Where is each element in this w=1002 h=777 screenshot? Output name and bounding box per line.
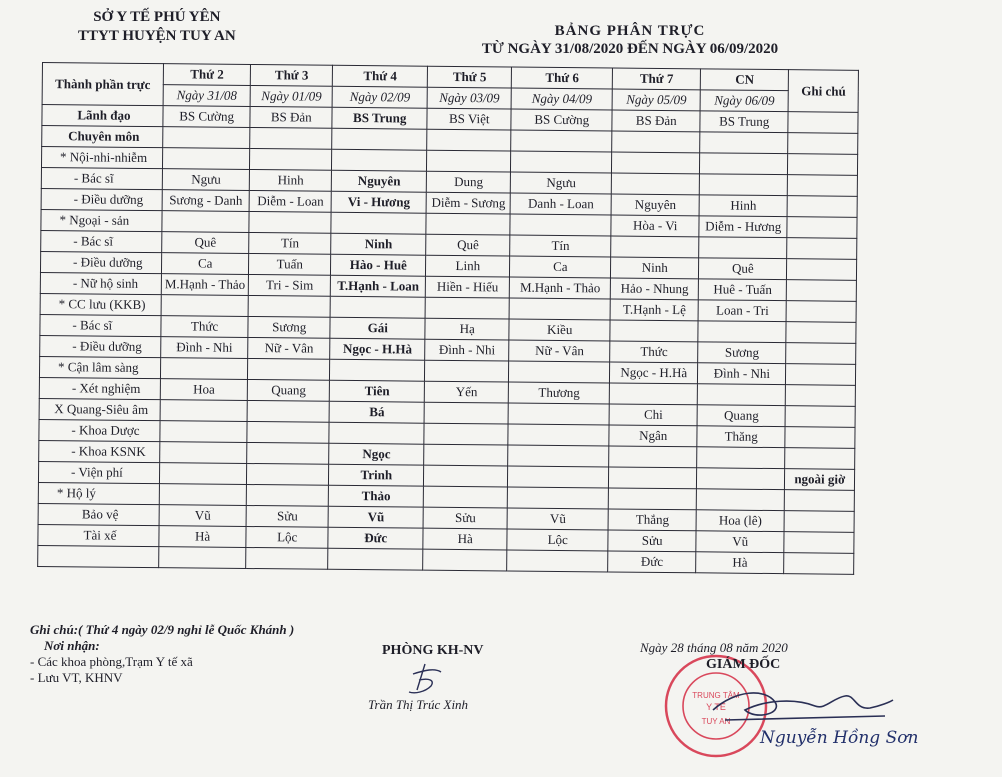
duty-cell: Loan - Tri [698,300,786,322]
row-label: * Ngoại - sản [41,209,162,231]
duty-cell [250,128,332,150]
duty-cell: Vũ [159,505,246,527]
duty-cell: Sửu [246,505,328,527]
duty-cell: BS Việt [427,108,511,130]
duty-cell [162,211,249,233]
svg-text:TUY AN: TUY AN [701,717,731,726]
note-cell [786,364,856,386]
duty-cell: Sửu [608,530,696,552]
duty-cell: Thảo [329,485,424,507]
duty-cell: BS Đản [612,110,700,132]
duty-cell [700,174,788,196]
duty-cell: Sương - Danh [162,190,249,212]
duty-cell: Tín [249,232,331,254]
duty-cell: Hảo - Nhung [611,278,699,300]
duty-cell: Vũ [696,531,784,553]
duty-cell: Đình - Nhi [698,363,786,385]
row-label: - Khoa Dược [39,419,160,441]
duty-cell [249,211,331,233]
duty-cell: Vũ [507,508,608,530]
duty-cell [161,295,248,317]
director-name: Nguyễn Hồng Sơn [760,728,919,748]
duty-cell [247,421,329,443]
dept-signature [395,660,455,698]
duty-cell: Tuấn [249,253,331,275]
duty-cell [424,402,508,424]
duty-cell [508,424,609,446]
duty-cell [159,463,246,485]
note-cell [787,259,857,281]
day-name-header: Thứ 5 [428,66,512,88]
duty-cell [332,128,427,150]
day-date-header: Ngày 31/08 [163,85,250,107]
duty-cell [247,442,329,464]
duty-cell: Ngưu [162,169,249,191]
duty-cell: Gái [330,317,425,339]
row-label: - Viện phí [38,461,159,483]
recipients-title: Nơi nhận: [44,638,100,653]
row-label: * Hộ lý [38,482,159,504]
duty-cell [162,148,249,170]
duty-cell [697,489,785,511]
duty-cell [425,297,509,319]
duty-cell: BS Trung [332,107,427,129]
day-name-header: Thứ 4 [333,65,428,87]
duty-cell: Bá [329,401,424,423]
duty-cell: Quang [697,405,785,427]
duty-cell: Hinh [250,169,332,191]
duty-cell [159,547,246,569]
duty-cell: Ngọc - H.Hà [330,338,425,360]
note-cell [788,175,858,197]
duty-cell [509,361,610,383]
note-cell [784,511,854,533]
duty-cell: Quê [699,258,787,280]
note-cell [785,490,855,512]
duty-cell [508,445,609,467]
duty-cell: Diễm - Hương [699,216,787,238]
org-line-2: TTYT HUYỆN TUY AN [78,28,236,44]
row-label: - Điều dưỡng [40,335,161,357]
row-label: Tài xế [38,524,159,546]
duty-cell [246,547,328,569]
duty-cell: Ninh [611,257,699,279]
duty-cell [328,548,423,570]
duty-cell [508,403,609,425]
duty-cell: Ca [510,256,611,278]
duty-cell [699,237,787,259]
footer-notes [30,622,294,686]
duty-cell: Ca [161,253,248,275]
duty-cell [425,360,509,382]
row-label: - Bác sĩ [41,230,162,252]
row-label [38,545,159,567]
duty-cell [511,151,612,173]
duty-cell [697,468,785,490]
duty-cell [248,295,330,317]
note-cell [787,238,857,260]
duty-cell: Đình - Nhi [425,339,509,361]
duty-cell [332,149,427,171]
day-date-header: Ngày 06/09 [700,90,788,112]
duty-cell: Quang [248,379,330,401]
row-label: * Cận lâm sàng [39,356,160,378]
duty-cell: Đức [608,551,696,573]
duty-cell [163,127,250,149]
duty-cell: Danh - Loan [510,193,611,215]
duty-cell [609,488,697,510]
note-cell [784,553,854,575]
duty-cell [508,466,609,488]
duty-cell [609,467,697,489]
duty-cell: Hinh [699,195,787,217]
row-label: - Xét nghiệm [39,377,160,399]
duty-cell [612,152,700,174]
duty-cell: M.Hạnh - Thảo [161,274,248,296]
sign-date: Ngày 28 tháng 08 năm 2020 [640,640,788,655]
duty-cell: Đức [328,527,423,549]
duty-cell: Vi - Hương [331,191,426,213]
duty-cell [331,212,426,234]
row-label: - Bác sĩ [41,167,162,189]
duty-cell: Hoa (lê) [696,510,784,532]
duty-cell: Ninh [331,233,426,255]
duty-cell: Huê - Tuấn [699,279,787,301]
director-title: GIÁM ĐỐC [706,657,781,672]
duty-cell: Ngọc - H.Hà [610,362,698,384]
duty-cell [700,153,788,175]
duty-cell: Kiều [509,319,610,341]
holiday-note: Ghi chú:( Thứ 4 ngày 02/9 nghỉ lễ Quốc Khánh ) [30,622,295,637]
duty-cell: Diễm - Loan [249,190,331,212]
row-label: - Điều dưỡng [40,251,161,273]
day-name-header: Thứ 6 [512,67,613,89]
row-label: X Quang-Siêu âm [39,398,160,420]
duty-cell: Quê [162,232,249,254]
duty-cell [698,321,786,343]
duty-cell [329,422,424,444]
note-cell [787,196,857,218]
day-name-header: CN [701,69,789,91]
director-signature [705,680,895,732]
document-title: BẢNG PHÂN TRỰC [554,23,706,39]
duty-cell: Thắng [608,509,696,531]
duty-cell [160,442,247,464]
duty-cell [427,150,511,172]
note-cell [786,322,856,344]
duty-cell [424,444,508,466]
duty-cell [247,463,329,485]
duty-cell: Sương [248,316,330,338]
duty-cell: Hạ [425,318,509,340]
day-name-header: Thứ 7 [613,68,701,90]
svg-text:Y TẾ: Y TẾ [706,702,726,712]
day-name-header: Thứ 3 [251,65,333,87]
duty-cell: Nữ - Vân [248,337,330,359]
duty-cell: Linh [426,255,510,277]
recipient-item: - Các khoa phòng,Trạm Y tế xã [30,654,193,669]
row-label: Bảo vệ [38,503,159,525]
duty-cell [508,487,609,509]
duty-cell: Yến [425,381,509,403]
note-cell [788,154,858,176]
duty-cell [610,320,698,342]
note-cell [786,301,856,323]
duty-cell [511,130,612,152]
note-cell [785,448,855,470]
duty-cell [612,173,700,195]
duty-cell: BS Đản [250,107,332,129]
duty-cell: Trinh [329,464,424,486]
day-date-header: Ngày 05/09 [612,89,700,111]
duty-cell [250,149,332,171]
day-date-header: Ngày 04/09 [511,88,612,110]
duty-cell [611,236,699,258]
duty-cell: Ngọc [329,443,424,465]
duty-cell: Vũ [328,506,423,528]
duty-cell [159,484,246,506]
duty-cell [610,383,698,405]
note-cell [785,427,855,449]
row-label: * Nội-nhi-nhiễm [41,147,162,169]
duty-cell [424,486,508,508]
row-label: - Khoa KSNK [39,440,160,462]
duty-cell: Tiên [330,380,425,402]
duty-cell [510,214,611,236]
duty-cell [248,358,330,380]
duty-cell: Nữ - Vân [509,340,610,362]
org-line-1: SỞ Y TẾ PHÚ YÊN [93,9,221,25]
dept-title: PHÒNG KH-NV [382,643,484,658]
duty-cell: Thức [161,316,248,338]
day-date-header: Ngày 01/09 [250,86,332,108]
duty-cell: Quê [426,234,510,256]
note-cell [788,133,858,155]
duty-cell: Ngưu [511,172,612,194]
duty-cell [424,465,508,487]
row-label: Chuyên môn [42,126,163,148]
duty-cell: Dung [427,171,511,193]
note-cell [785,406,855,428]
duty-cell [426,213,510,235]
duty-cell [509,298,610,320]
duty-cell [612,131,700,153]
duty-cell [330,359,425,381]
column-header-notes: Ghi chú [788,70,858,113]
row-label: - Điều dưỡng [41,188,162,210]
duty-cell [247,400,329,422]
duty-cell: Sửu [423,507,507,529]
duty-cell [609,446,697,468]
duty-cell [700,132,788,154]
note-cell: ngoài giờ [785,469,855,491]
row-label: * CC lưu (KKB) [40,293,161,315]
column-header-role: Thành phần trực [42,63,163,106]
duty-cell: Đình - Nhi [161,337,248,359]
recipient-item: - Lưu VT, KHNV [30,670,123,685]
duty-cell [507,550,608,572]
duty-cell: Chi [609,404,697,426]
duty-cell: Tri - Sim [249,274,331,296]
duty-cell [160,400,247,422]
duty-cell: Nguyên [332,170,427,192]
duty-cell [160,358,247,380]
duty-cell: Hiền - Hiếu [426,276,510,298]
duty-cell: Lộc [246,526,328,548]
duty-cell: BS Cường [163,106,250,128]
duty-cell: Diễm - Sương [426,192,510,214]
duty-cell: Thăng [697,426,785,448]
duty-cell: Hoa [160,379,247,401]
duty-cell: Tín [510,235,611,257]
day-name-header: Thứ 2 [163,64,250,86]
day-date-header: Ngày 02/09 [332,86,427,108]
row-label: Lãnh đạo [42,105,163,127]
duty-cell [427,129,511,151]
duty-cell [330,296,425,318]
duty-cell [698,384,786,406]
duty-cell: BS Trung [700,111,788,133]
note-cell [788,112,858,134]
day-date-header: Ngày 03/09 [427,87,511,109]
duty-cell [423,549,507,571]
duty-cell: Hà [159,526,246,548]
duty-cell: Thương [509,382,610,404]
duty-cell: Ngân [609,425,697,447]
document-title-block [420,22,840,58]
note-cell [784,532,854,554]
duty-cell: Sương [698,342,786,364]
note-cell [787,217,857,239]
row-label: - Nữ hộ sinh [40,272,161,294]
duty-cell [247,484,329,506]
duty-cell: Hào - Huê [331,254,426,276]
note-cell [786,385,856,407]
document-subtitle: TỪ NGÀY 31/08/2020 ĐẾN NGÀY 06/09/2020 [481,41,779,57]
duty-cell: Lộc [507,529,608,551]
duty-cell: BS Cường [511,109,612,131]
duty-cell: Thức [610,341,698,363]
note-cell [787,280,857,302]
duty-cell: M.Hạnh - Thảo [510,277,611,299]
duty-cell [424,423,508,445]
duty-roster-table [37,62,859,575]
duty-cell: Hòa - Vi [611,215,699,237]
duty-cell: Hà [696,552,784,574]
duty-cell [697,447,785,469]
duty-cell [160,421,247,443]
row-label: - Bác sĩ [40,314,161,336]
duty-cell: T.Hạnh - Loan [331,275,426,297]
duty-cell: Nguyên [611,194,699,216]
svg-text:TRUNG TÂM: TRUNG TÂM [692,691,740,700]
note-cell [786,343,856,365]
duty-cell: Hà [423,528,507,550]
duty-cell: T.Hạnh - Lệ [610,299,698,321]
dept-signer-name: Trần Thị Trúc Xinh [368,697,469,712]
organization-header [78,8,236,46]
